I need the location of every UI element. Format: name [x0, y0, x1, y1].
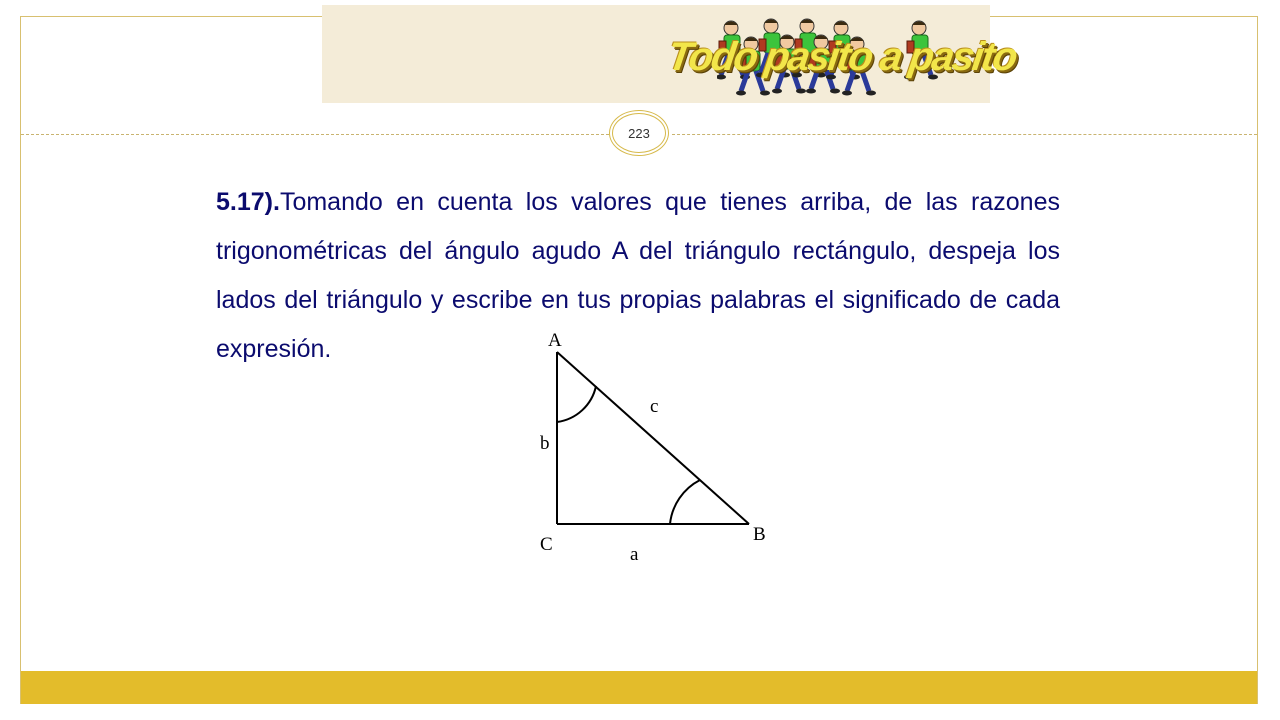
- problem-text: Tomando en cuenta los valores que tienes arriba, de las razones trigonométricas del ángulo agudo A del triángulo rectángulo, despeja los lados del triángulo y escribe en tus propias palabras el significado de cada expresión.: [216, 188, 1060, 363]
- angle-a-arc: [557, 386, 596, 422]
- side-b-label: b: [540, 433, 550, 454]
- vertex-a-label: A: [548, 330, 562, 351]
- page-number: 223: [628, 125, 650, 141]
- side-a-label: a: [630, 544, 639, 565]
- right-triangle-diagram: [520, 322, 790, 572]
- header-banner: [322, 5, 1019, 103]
- side-c-line: [557, 352, 749, 524]
- divider-right: [672, 134, 1257, 135]
- vertex-c-label: C: [540, 534, 553, 555]
- angle-b-arc: [670, 480, 700, 524]
- vertex-b-label: B: [753, 524, 766, 545]
- problem-number: 5.17).: [216, 188, 280, 216]
- banner-title: Todo pasito a pasito: [664, 35, 1019, 79]
- side-c-label: c: [650, 396, 659, 417]
- page-number-badge: [609, 110, 669, 156]
- divider-left: [21, 134, 609, 135]
- footer-bar: [21, 671, 1257, 704]
